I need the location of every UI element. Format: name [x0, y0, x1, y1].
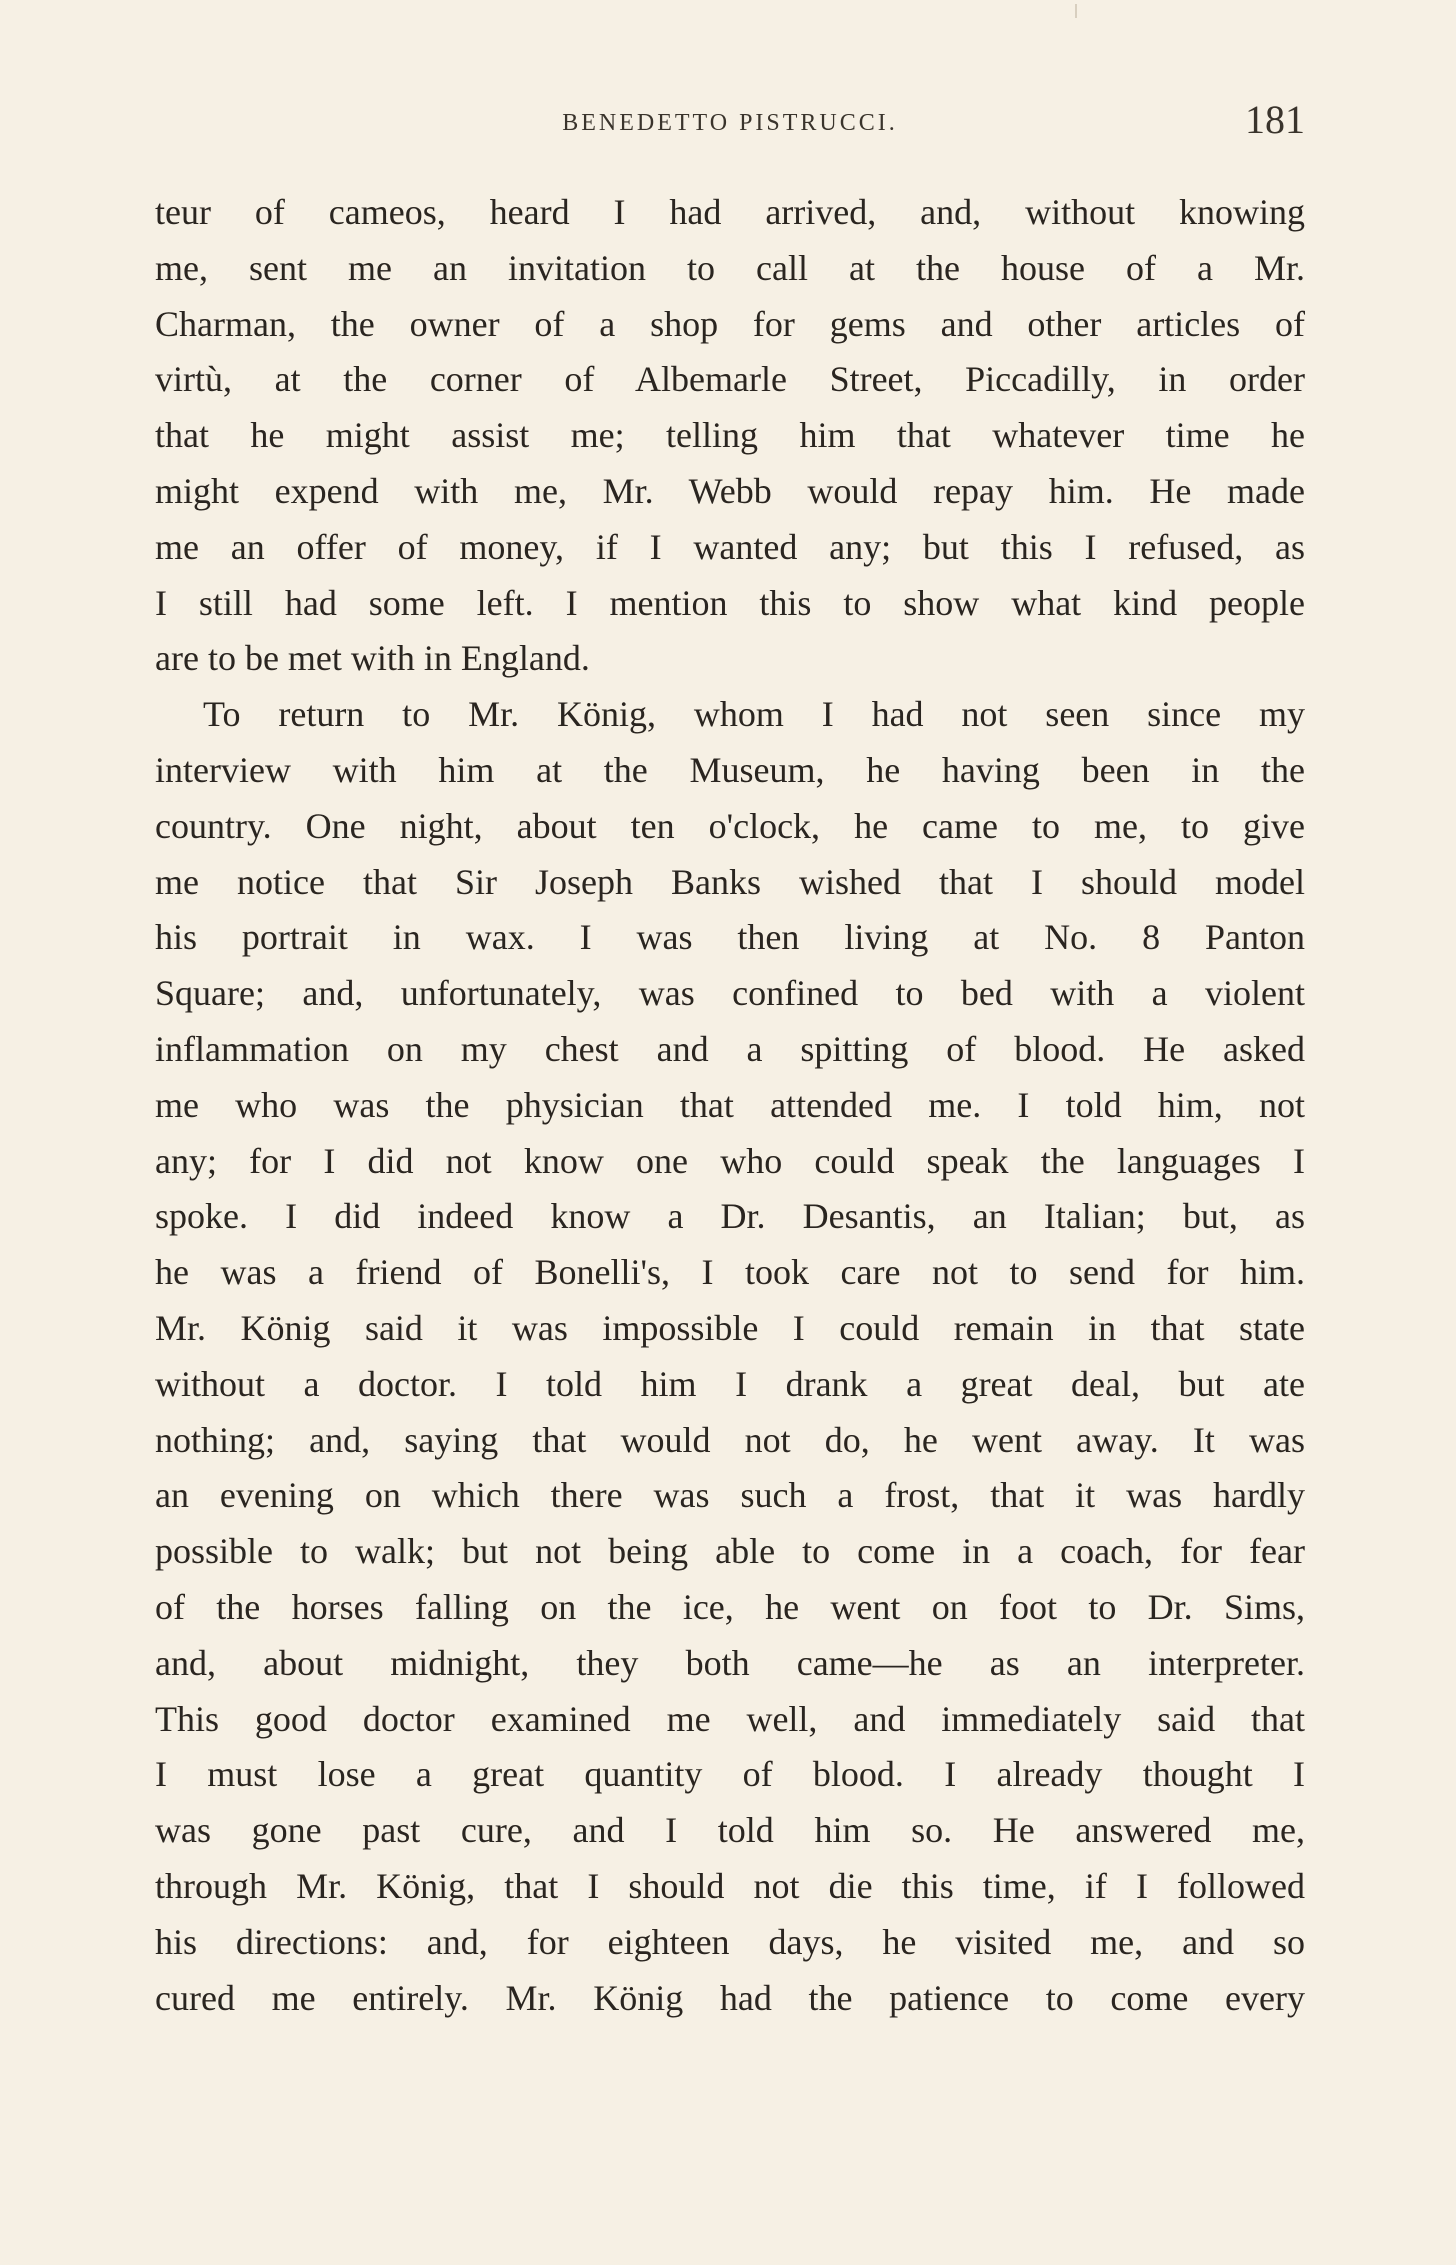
text-line-9: are to be met with in England. — [155, 638, 590, 679]
running-title: BENEDETTO PISTRUCCI. — [562, 110, 898, 136]
text-line-1: teur of cameos, heard I had arrived, and, without knowing — [155, 192, 1305, 232]
text-line-11: interview with him at the Museum, he having been in the — [155, 749, 1305, 790]
text-line-6: might expend with me, Mr. Webb would repay him. He made — [155, 470, 1305, 511]
text-line-17: me who was the physician that attended me. I told him, not — [155, 1084, 1305, 1125]
text-line-2: me, sent me an invitation to call at the house of a Mr. — [155, 247, 1305, 288]
body-text — [155, 185, 1305, 2026]
text-line-31: through Mr. König, that I should not die this time, if I followed — [155, 1865, 1305, 1906]
text-line-7: me an offer of money, if I wanted any; but this I refused, as — [155, 526, 1305, 567]
text-line-14: his portrait in wax. I was then living at No. 8 Panton — [155, 917, 1305, 958]
text-line-29: I must lose a great quantity of blood. I already thought I — [155, 1754, 1305, 1795]
text-line-26: of the horses falling on the ice, he went on foot to Dr. Sims, — [155, 1586, 1305, 1627]
text-line-15: Square; and, unfortunately, was confined to bed with a violent — [155, 973, 1305, 1014]
text-line-32: his directions: and, for eighteen days, he visited me, and so — [155, 1921, 1305, 1962]
text-line-16: inflammation on my chest and a spitting of blood. He asked — [155, 1028, 1305, 1069]
text-line-27: and, about midnight, they both came—he as an interpreter. — [155, 1642, 1305, 1683]
text-line-13: me notice that Sir Joseph Banks wished that I should model — [155, 861, 1305, 902]
text-line-22: without a doctor. I told him I drank a great deal, but ate — [155, 1363, 1305, 1404]
text-line-19: spoke. I did indeed know a Dr. Desantis, an Italian; but, as — [155, 1196, 1305, 1237]
running-head — [155, 96, 1305, 146]
text-line-3: Charman, the owner of a shop for gems and other articles of — [155, 303, 1305, 344]
text-line-21: Mr. König said it was impossible I could remain in that state — [155, 1307, 1305, 1348]
text-line-12: country. One night, about ten o'clock, he came to me, to give — [155, 805, 1305, 846]
text-line-10: To return to Mr. König, whom I had not seen since my — [203, 694, 1305, 735]
text-line-20: he was a friend of Bonelli's, I took care not to send for him. — [155, 1252, 1305, 1293]
text-line-8: I still had some left. I mention this to show what kind people — [155, 582, 1305, 623]
text-line-4: virtù, at the corner of Albemarle Street, Piccadilly, in order — [155, 359, 1305, 400]
text-line-23: nothing; and, saying that would not do, he went away. It was — [155, 1419, 1305, 1460]
text-line-24: an evening on which there was such a frost, that it was hardly — [155, 1475, 1305, 1516]
text-line-18: any; for I did not know one who could speak the languages I — [155, 1140, 1305, 1181]
text-line-5: that he might assist me; telling him that whatever time he — [155, 415, 1305, 456]
text-line-28: This good doctor examined me well, and immediately said that — [155, 1698, 1305, 1739]
page-number: 181 — [1245, 97, 1305, 142]
text-line-30: was gone past cure, and I told him so. He answered me, — [155, 1810, 1305, 1851]
text-line-33: cured me entirely. Mr. König had the patience to come every — [155, 1977, 1305, 2018]
text-line-25: possible to walk; but not being able to come in a coach, for fear — [155, 1531, 1305, 1572]
page-speck — [1075, 4, 1077, 18]
